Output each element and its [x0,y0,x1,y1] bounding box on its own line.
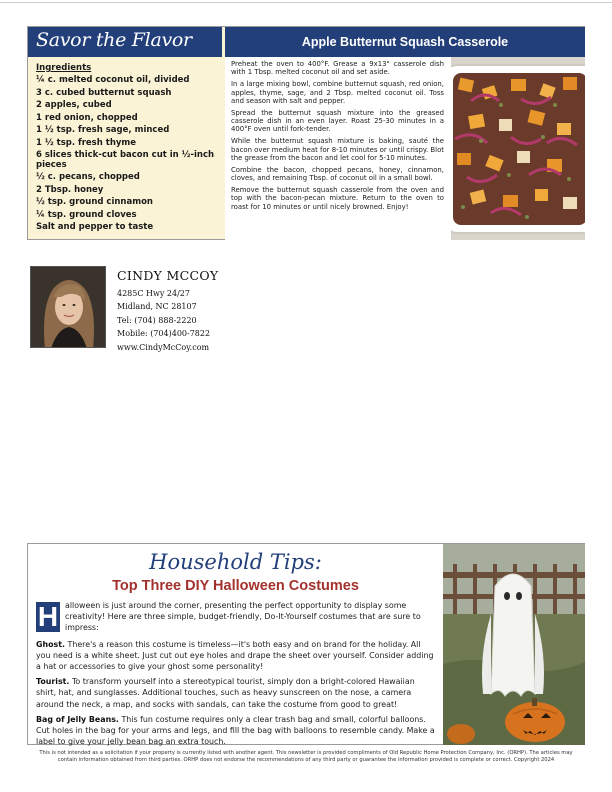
ingredient-item: ¼ tsp. ground cloves [36,209,137,220]
tip-item [36,676,435,710]
tip-item [36,714,435,748]
ghost-illustration [443,544,585,745]
tip-item [36,639,435,673]
tip-text: There's a reason this costume is timeless—it's both easy and on brand for the holiday. All you need is a white sheet. Just cut out eye holes and drape the sheet over yourself. Consider adding a hat or accessories to give your ghost some personality! [36,639,434,672]
casserole-illustration [451,57,585,240]
direction-step: In a large mixing bowl, combine butternut squash, red onion, apples, thyme, sage, and 2 Tbsp. melted coconut oil. Toss and season with salt and pepper. [231,80,444,105]
recipe-title: Apple Butternut Squash Casserole [301,35,509,49]
tips-intro [36,600,435,634]
tips-heading: Household Tips: [149,550,322,574]
tip-title: Ghost. [36,639,65,649]
casserole-photo [451,57,585,240]
direction-step: While the butternut squash mixture is baking, sauté the bacon over medium heat for 8-10 minutes or until crispy. Blot the grease from the bacon and let cool for 5-10 minutes. [231,137,444,162]
ingredient-item: Salt and pepper to taste [36,222,154,232]
ghost-costume-photo [443,544,585,745]
ingredient-item: 1 ½ tsp. fresh sage, minced [36,125,170,135]
ingredient-item: 2 Tbsp. honey [36,184,104,195]
agent-portrait [31,267,106,348]
directions-panel [225,57,451,240]
top-rule [0,2,612,3]
ingredient-item: 3 c. cubed butternut squash [36,87,172,98]
agent-address-line2: Midland, NC 28107 [117,302,197,312]
ingredient-item: ½ tsp. ground cinnamon [36,197,153,207]
agent-avatar [30,266,106,348]
tip-text: This fun costume requires only a clear trash bag and small, colorful balloons. Cut holes in the bag for your arms and legs, and fill the bag with balloons to resemble candy. Make a label to give your jelly bean bag an extra touch. [36,714,435,747]
tips-intro-text: alloween is just around the corner, presenting the perfect opportunity to display some creativity! Here are three simple, budget-friendly, Do-It-Yourself costumes that are sure to impress: [65,601,421,633]
recipe-brand-title: Savor the Flavor [36,29,192,51]
household-tips-section [27,543,585,745]
agent-address-line1: 4285C Hwy 24/27 [117,289,190,298]
tip-text: To transform yourself into a stereotypical tourist, simply don a bright-colored Hawaiian shirt, hat, and sunglasses. Additional touches, such as heavy sunscreen on the nose, a camera around the neck, a map, and socks with sandals, can take the costume from good to great! [36,677,415,709]
ingredient-item: 2 apples, cubed [36,100,112,110]
legal-disclaimer: This is not intended as a solicitation if your property is currently listed with another agent. This newsletter is provided compliments of Old Republic Home Protection Company, Inc. (ORHP). The articles may contain information obtained from third parties. ORHP does not endorse the recommendations of any third party or guarantee the information provided is complete or correct. Copyright 2024 [39,750,573,764]
recipe-brand-bar [28,27,222,57]
recipe-section [27,26,585,240]
tips-body [36,600,435,751]
direction-step: Combine the bacon, chopped pecans, honey, cinnamon, cloves, and remaining Tbsp. of coconut oil in a small bowl. [231,165,444,183]
tips-subheading: Top Three DIY Halloween Costumes [112,578,359,594]
direction-step: Spread the butternut squash mixture into the greased casserole dish in an even layer. Roast 25-30 minutes in a 400°F oven until fork-tender. [231,108,444,134]
ingredients-list [36,63,222,234]
ingredient-item: 6 slices thick-cut bacon cut in ½-inch pieces [36,150,215,170]
agent-mobile: Mobile: (704)400-7822 [117,329,211,339]
tip-title: Tourist. [36,677,70,687]
ingredient-item: 1 ½ tsp. fresh thyme [36,137,137,148]
direction-step: Remove the butternut squash casserole from the oven and top with the bacon-pecan mixture. Return to the oven to roast for 10 minutes or until nicely browned. Enjoy! [231,185,444,211]
agent-website-link[interactable]: www.CindyMcCoy.com [117,342,210,352]
tip-title: Bag of Jelly Beans. [36,714,119,724]
agent-phone: Tel: (704) 888-2220 [117,315,197,325]
agent-name: CINDY MCCOY [117,268,219,283]
direction-step: Preheat the oven to 400°F. Grease a 9x13" casserole dish with 1 Tbsp. melted coconut oil and set aside. [231,60,444,77]
ingredient-item: 1 red onion, chopped [36,112,138,123]
ingredient-item: ½ c. pecans, chopped [36,172,140,182]
recipe-title-bar [225,27,585,57]
drop-cap: H [37,601,59,632]
agent-contact [117,268,317,354]
ingredients-heading: Ingredients [36,63,92,73]
ingredient-item: ¼ c. melted coconut oil, divided [36,75,190,85]
